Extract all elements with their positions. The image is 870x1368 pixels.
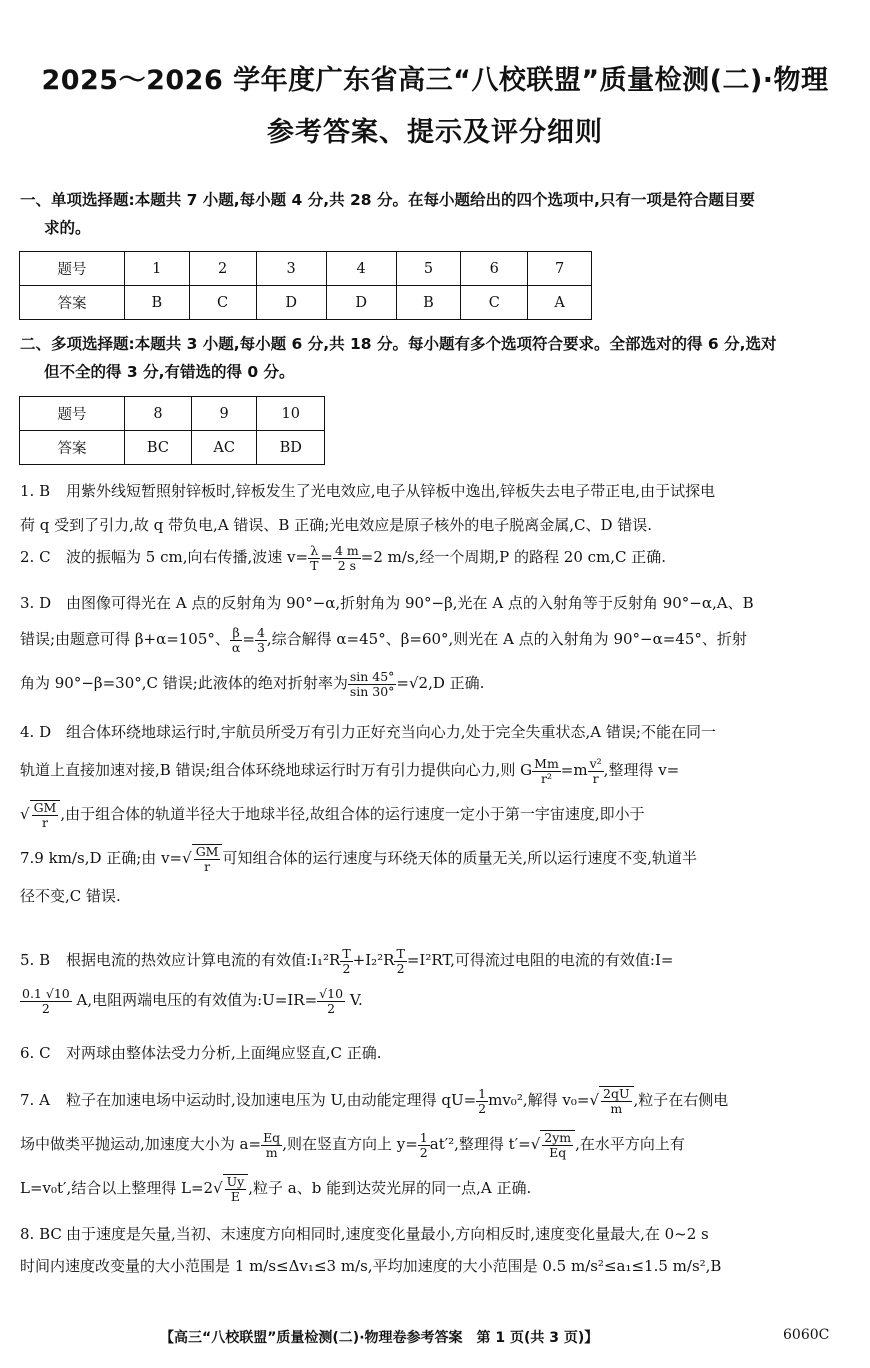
table-cell: 4 [326, 252, 396, 286]
table-cell: 7 [528, 252, 592, 286]
denominator: 2 [342, 960, 351, 976]
section-heading-line: 一、单项选择题:本题共 7 小题,每小题 4 分,共 28 分。在每小题给出的四个选项中,只有一项是符合题目要 [20, 191, 755, 209]
solution-text: 错误;由题意可得 β+α=105°、 [20, 630, 230, 648]
fraction [230, 626, 242, 655]
fraction [308, 544, 320, 573]
solution-text: 根据电流的热效应计算电流的有效值:I₁²R [66, 951, 341, 969]
numerator: √10 [319, 985, 344, 1001]
denominator: 2 [327, 1000, 336, 1016]
table-cell: B [396, 286, 461, 320]
table-header-cell: 答案 [20, 431, 125, 465]
table-cell: 9 [191, 397, 257, 431]
question-number: 8. BC [20, 1225, 62, 1243]
fraction [333, 544, 361, 573]
solution-text: ,粒子在右侧电 [633, 1091, 729, 1109]
denominator: 3 [256, 639, 265, 655]
solution-text: 波的振幅为 5 cm,向右传播,波速 v= [66, 548, 309, 566]
question-number: 2. C [20, 548, 51, 566]
solution-text: +I₂²R [352, 951, 395, 969]
square-root: √ $\frac{2ym}{Eq}$ [531, 1135, 575, 1153]
denominator: m [610, 1101, 623, 1116]
solution-text: 角为 90°−β=30°,C 错误;此液体的绝对折射率为 [20, 674, 348, 692]
table-cell: AC [191, 431, 257, 465]
solution-text: ,整理得 v= [603, 761, 680, 779]
table-row [20, 252, 592, 286]
solution-text: =√2,D 正确. [396, 674, 485, 692]
fraction [588, 757, 604, 786]
numerator: GM [33, 800, 57, 815]
denominator: r² [540, 770, 552, 786]
fraction [540, 1130, 575, 1160]
solution-q2 [20, 540, 858, 574]
table-cell: BD [257, 431, 325, 465]
solution-q5 [20, 940, 858, 1020]
numerator: 0.1 √10 [22, 985, 70, 1001]
denominator: E [230, 1189, 240, 1204]
denominator: 2 s [337, 557, 357, 573]
table-header-cell: 题号 [20, 252, 125, 286]
solution-text: 可知组合体的运行速度与环绕天体的质量无关,所以运行速度不变,轨道半 [222, 849, 698, 867]
page-title: 2025～2026 学年度广东省高三“八校联盟”质量检测(二)·物理 [41, 65, 829, 96]
fraction [340, 947, 352, 976]
solution-text: 径不变,C 错误. [20, 887, 121, 905]
solution-q7 [20, 1078, 858, 1210]
fraction [30, 800, 61, 830]
fraction [599, 1086, 634, 1116]
table-cell: 3 [256, 252, 326, 286]
denominator: 2 [478, 1100, 487, 1116]
table-cell: D [326, 286, 396, 320]
table-cell: B [125, 286, 190, 320]
single-choice-answer-table [19, 251, 592, 320]
question-number: 3. D [20, 594, 52, 612]
table-cell: C [189, 286, 256, 320]
fraction [532, 757, 561, 786]
solution-text: =m [560, 761, 588, 779]
numerator: T [342, 945, 351, 961]
table-cell: 2 [189, 252, 256, 286]
table-row [20, 286, 592, 320]
numerator: Eq [263, 1129, 281, 1145]
solution-text: A,电阻两端电压的有效值为:U=IR= [76, 991, 318, 1009]
denominator: 2 [396, 960, 405, 976]
denominator: 2 [419, 1144, 428, 1160]
question-number: 6. C [20, 1044, 51, 1062]
solution-text: 荷 q 受到了引力,故 q 带负电,A 错误、B 正确;光电效应是原子核外的电子脱离金属,C、D 错误. [20, 516, 653, 534]
solution-text: L=v₀t′,结合以上整理得 L=2 [20, 1179, 214, 1197]
section-single-choice-heading [20, 186, 858, 242]
fraction [394, 947, 406, 976]
table-cell: 8 [125, 397, 192, 431]
solution-text: V. [349, 991, 363, 1009]
numerator: sin 45° [349, 668, 395, 684]
table-cell: D [256, 286, 326, 320]
denominator: r [41, 815, 48, 830]
table-cell: 1 [125, 252, 190, 286]
question-number: 5. B [20, 951, 51, 969]
table-cell: 10 [257, 397, 325, 431]
denominator: α [231, 639, 241, 655]
solution-text: mv₀²,解得 v₀= [488, 1091, 590, 1109]
table-row [20, 431, 325, 465]
square-root: √ $\frac{2qU}{m}$ [589, 1091, 633, 1109]
numerator: 2ym [544, 1130, 572, 1145]
section-heading-line: 二、多项选择题:本题共 3 小题,每小题 6 分,共 18 分。每小题有多个选项符合要求。全部选对的得 6 分,选对 [20, 335, 777, 353]
solution-text: 组合体环绕地球运行时,宇航员所受万有引力正好充当向心力,处于完全失重状态,A 错误;不能在同一 [66, 723, 716, 741]
denominator: m [265, 1144, 278, 1160]
numerator: 2qU [603, 1086, 630, 1101]
table-cell: A [528, 286, 592, 320]
solution-text: 轨道上直接加速对接,B 错误;组合体环绕地球运行时万有引力提供向心力,则 G [20, 761, 533, 779]
fraction [317, 987, 345, 1016]
numerator: Mm [534, 755, 559, 771]
table-cell: 6 [461, 252, 528, 286]
solution-q8 [20, 1218, 858, 1282]
fraction [255, 626, 267, 655]
page-subtitle: 参考答案、提示及评分细则 [267, 117, 603, 148]
fraction [223, 1174, 249, 1204]
denominator: T [310, 557, 319, 573]
solution-text: =2 m/s,经一个周期,P 的路程 20 cm,C 正确. [360, 548, 667, 566]
table-cell: 5 [396, 252, 461, 286]
solution-text: at′²,整理得 t′= [429, 1135, 531, 1153]
numerator: GM [195, 844, 219, 859]
solution-text: ,粒子 a、b 能到达荧光屏的同一点,A 正确. [248, 1179, 532, 1197]
solution-text: =I²RT,可得流过电阻的电流的有效值:I= [406, 951, 674, 969]
section-heading-line: 求的。 [44, 219, 91, 237]
solution-text: 7.9 km/s,D 正确;由 v= [20, 849, 183, 867]
numerator: 4 m [334, 542, 359, 558]
solution-text: 时间内速度改变量的大小范围是 1 m/s≤Δv₁≤3 m/s,平均加速度的大小范围是 0.5 m/s²≤a₁≤1.5 m/s²,B [20, 1257, 722, 1275]
numerator: T [396, 945, 405, 961]
solution-text: 由图像可得光在 A 点的反射角为 90°−α,折射角为 90°−β,光在 A 点的入射角等于反射角 90°−α,A、B [66, 594, 754, 612]
section-heading-line: 但不全的得 3 分,有错选的得 0 分。 [44, 363, 295, 381]
solution-text: ,由于组合体的轨道半径大于地球半径,故组合体的运行速度一定小于第一宇宙速度,即小于 [60, 805, 645, 823]
square-root: √ $\frac{GM}{r}$ [182, 849, 222, 867]
multi-choice-answer-table [19, 396, 325, 465]
paper-code: 6060C [783, 1327, 830, 1343]
solution-text: 粒子在加速电场中运动时,设加速电压为 U,由动能定理得 qU= [66, 1091, 477, 1109]
denominator: r [592, 770, 599, 786]
denominator: Eq [549, 1145, 567, 1160]
solution-text: 场中做类平抛运动,加速度大小为 a= [20, 1135, 262, 1153]
numerator: Uy [226, 1174, 245, 1189]
solution-text: 对两球由整体法受力分析,上面绳应竖直,C 正确. [66, 1044, 382, 1062]
denominator: 2 [41, 1000, 50, 1016]
solution-text: ,综合解得 α=45°、β=60°,则光在 A 点的入射角为 90°−α=45°、折射 [266, 630, 747, 648]
solution-text: 由于速度是矢量,当初、末速度方向相同时,速度变化量最小,方向相反时,速度变化量最大,在 0~2 s [66, 1225, 709, 1243]
fraction [261, 1131, 282, 1160]
fraction [418, 1131, 430, 1160]
solution-q6 [20, 1036, 858, 1070]
solution-text: = [242, 630, 255, 648]
numerator: 1 [419, 1129, 428, 1145]
table-cell: C [461, 286, 528, 320]
solution-text: = [320, 548, 333, 566]
fraction [192, 844, 223, 874]
solution-q3 [20, 585, 858, 701]
question-number: 1. B [20, 482, 51, 500]
table-cell: BC [125, 431, 192, 465]
square-root: √ $\frac{Uy}{E}$ [213, 1179, 248, 1197]
numerator: v² [589, 755, 602, 771]
page-footer: 【高三“八校联盟”质量检测(二)·物理卷参考答案 第 1 页(共 3 页)】 [160, 1330, 599, 1346]
solution-q1 [20, 474, 858, 542]
fraction [348, 670, 397, 699]
fraction [476, 1087, 488, 1116]
question-number: 4. D [20, 723, 52, 741]
section-multi-choice-heading [20, 330, 858, 386]
numerator: λ [308, 544, 320, 559]
solution-text: ,则在竖直方向上 y= [282, 1135, 418, 1153]
numerator: 4 [256, 624, 265, 640]
solution-q4 [20, 713, 858, 915]
fraction [20, 987, 72, 1016]
denominator: r [204, 859, 211, 874]
denominator: sin 30° [349, 683, 395, 699]
numerator: 1 [478, 1085, 487, 1101]
solution-text: ,在水平方向上有 [575, 1135, 685, 1153]
table-row [20, 397, 325, 431]
square-root: √ $\frac{GM}{r}$ [20, 795, 60, 833]
solution-text: 用紫外线短暂照射锌板时,锌板发生了光电效应,电子从锌板中逸出,锌板失去电子带正电,由于试探电 [66, 482, 716, 500]
question-number: 7. A [20, 1091, 50, 1109]
table-header-cell: 题号 [20, 397, 125, 431]
table-header-cell: 答案 [20, 286, 125, 320]
numerator: β [230, 626, 242, 641]
